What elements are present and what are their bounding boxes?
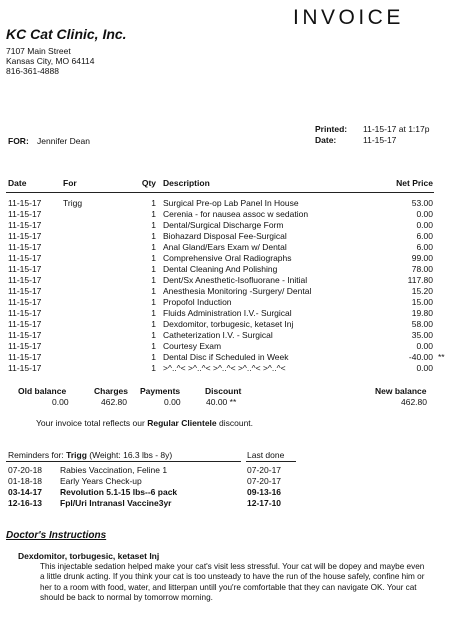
item-description: Surgical Pre-op Lab Panel In House — [163, 198, 299, 208]
date-label: Date: — [315, 135, 337, 145]
reminder-due: 03-14-17 — [8, 487, 43, 497]
reminder-name: Early Years Check-up — [60, 476, 142, 486]
item-date: 11-15-17 — [8, 286, 42, 296]
line-item-row — [0, 231, 454, 242]
reminder-last-done: 07-20-17 — [247, 476, 282, 486]
item-qty: 1 — [151, 330, 156, 340]
line-item-row — [0, 242, 454, 253]
discount-note — [36, 418, 253, 428]
printed-label: Printed: — [315, 124, 348, 134]
reminder-last-done: 12-17-10 — [247, 498, 282, 508]
item-qty: 1 — [151, 220, 156, 230]
line-item-row — [0, 198, 454, 209]
table-header — [0, 178, 454, 189]
item-price: 35.00 — [411, 330, 433, 340]
reminder-name: Rabies Vaccination, Feline 1 — [60, 465, 168, 475]
item-description: Dental Cleaning And Polishing — [163, 264, 278, 274]
reminder-due: 12-16-13 — [8, 498, 43, 508]
old-balance-value: 0.00 — [52, 397, 69, 407]
item-date: 11-15-17 — [8, 242, 42, 252]
item-price: -40.00 — [408, 352, 433, 362]
line-item-row — [0, 341, 454, 352]
discount-label: Discount — [205, 386, 242, 396]
item-qty: 1 — [151, 286, 156, 296]
reminder-row — [0, 487, 454, 498]
line-item-row — [0, 264, 454, 275]
item-date: 11-15-17 — [8, 275, 42, 285]
item-date: 11-15-17 — [8, 308, 42, 318]
item-qty: 1 — [151, 209, 156, 219]
document-title: INVOICE — [293, 6, 404, 29]
item-price: 19.80 — [411, 308, 433, 318]
item-description: Dental/Surgical Discharge Form — [163, 220, 284, 230]
item-date: 11-15-17 — [8, 198, 42, 208]
line-item-row — [0, 220, 454, 231]
reminders-label: Reminders for: — [8, 450, 67, 460]
item-price: 15.20 — [411, 286, 433, 296]
item-description: Catheterization I.V. - Surgical — [163, 330, 273, 340]
item-date: 11-15-17 — [8, 352, 42, 362]
col-date: Date — [8, 178, 27, 188]
item-date: 11-15-17 — [8, 264, 42, 274]
col-qty: Qty — [141, 178, 156, 188]
item-qty: 1 — [151, 231, 156, 241]
item-description: Dexdomitor, torbugesic, ketaset Inj — [163, 319, 294, 329]
instruction-text: This injectable sedation helped make your cat's visit less stressful. Your cat will be dopey and maybe even a little drunk acting. If you think your cat is too unsteady to have the run of the house safely, confine him or her to a room with food, water, and litterpan untill you're comfortable that they can navigate OK. Your cat should be back to normal by tomorrow morning. — [40, 562, 425, 603]
item-qty: 1 — [151, 275, 156, 285]
discount-value: 40.00 ** — [206, 397, 237, 407]
item-date: 11-15-17 — [8, 231, 42, 241]
item-qty: 1 — [151, 319, 156, 329]
reminder-last-done: 07-20-17 — [247, 465, 282, 475]
item-description: Courtesy Exam — [163, 341, 222, 351]
item-price: 78.00 — [411, 264, 433, 274]
item-price: 0.00 — [416, 220, 433, 230]
item-description: Anesthesia Monitoring -Surgery/ Dental — [163, 286, 312, 296]
item-qty: 1 — [151, 198, 156, 208]
printed-value: 11-15-17 at 1:17p — [363, 124, 430, 134]
for-label: FOR: — [8, 136, 29, 146]
last-done-label: Last done — [247, 450, 285, 460]
line-item-row — [0, 253, 454, 264]
item-qty: 1 — [151, 341, 156, 351]
item-description: Biohazard Disposal Fee-Surgical — [163, 231, 287, 241]
line-item-row — [0, 319, 454, 330]
item-qty: 1 — [151, 363, 156, 373]
reminder-row — [0, 498, 454, 509]
item-price: 53.00 — [411, 198, 433, 208]
item-price: 0.00 — [416, 363, 433, 373]
clinic-city: Kansas City, MO 64114 — [6, 56, 95, 66]
reminder-due: 07-20-18 — [8, 465, 43, 475]
line-item-row — [0, 275, 454, 286]
new-balance-value: 462.80 — [401, 397, 427, 407]
discount-note-prefix: Your invoice total reflects our — [36, 418, 148, 428]
charges-value: 462.80 — [101, 397, 127, 407]
discount-note-strong: Regular Clientele — [147, 418, 217, 428]
reminders-rule-right — [246, 461, 296, 462]
item-price: 0.00 — [416, 209, 433, 219]
item-date: 11-15-17 — [8, 209, 42, 219]
line-item-row — [0, 209, 454, 220]
item-price: 117.80 — [407, 275, 433, 285]
reminder-name: Fpl/Uri Intranasl Vaccine3yr — [60, 498, 172, 508]
item-description: Anal Gland/Ears Exam w/ Dental — [163, 242, 287, 252]
item-price: 15.00 — [411, 297, 433, 307]
payments-label: Payments — [140, 386, 181, 396]
item-price: 58.00 — [411, 319, 433, 329]
item-description: Dental Disc if Scheduled in Week — [163, 352, 289, 362]
line-item-row — [0, 330, 454, 341]
reminder-name: Revolution 5.1-15 lbs--6 pack — [60, 487, 178, 497]
header-rule — [6, 192, 434, 193]
reminder-row — [0, 465, 454, 476]
item-price: 0.00 — [416, 341, 433, 351]
line-item-row — [0, 352, 454, 363]
item-description: Cerenia - for nausea assoc w sedation — [163, 209, 309, 219]
item-description: Dent/Sx Anesthetic-Isofluorane - Initial — [163, 275, 308, 285]
discount-note-suffix: discount. — [216, 418, 254, 428]
reminders-rule-left — [6, 461, 241, 462]
reminders-pet-info: (Weight: 16.3 lbs - 8y) — [86, 450, 173, 460]
clinic-phone: 816-361-4888 — [6, 66, 59, 76]
item-qty: 1 — [151, 253, 156, 263]
item-description: Fluids Administration I.V.- Surgical — [163, 308, 292, 318]
reminders-pet: Trigg — [66, 450, 87, 460]
item-date: 11-15-17 — [8, 341, 42, 351]
item-qty: 1 — [151, 264, 156, 274]
reminder-last-done: 09-13-16 — [247, 487, 282, 497]
item-date: 11-15-17 — [8, 297, 42, 307]
item-price: 6.00 — [416, 231, 433, 241]
col-for: For — [63, 178, 77, 188]
item-pet: Trigg — [63, 198, 83, 208]
col-description: Description — [163, 178, 210, 188]
item-description: >^..^< >^..^< >^..^< >^..^< >^..^< — [163, 363, 286, 373]
item-price: 6.00 — [416, 242, 433, 252]
new-balance-label: New balance — [375, 386, 427, 396]
item-date: 11-15-17 — [8, 363, 42, 373]
item-qty: 1 — [151, 297, 156, 307]
item-price: 99.00 — [411, 253, 433, 263]
charges-label: Charges — [94, 386, 129, 396]
reminder-row — [0, 476, 454, 487]
line-item-row — [0, 286, 454, 297]
line-item-row — [0, 363, 454, 374]
clinic-street: 7107 Main Street — [6, 46, 71, 56]
item-date: 11-15-17 — [8, 253, 42, 263]
reminders-heading — [8, 450, 172, 460]
item-date: 11-15-17 — [8, 220, 42, 230]
clinic-name: KC Cat Clinic, Inc. — [6, 26, 127, 42]
reminder-due: 01-18-18 — [8, 476, 43, 486]
old-balance-label: Old balance — [18, 386, 67, 396]
item-flag: ** — [438, 352, 445, 362]
item-qty: 1 — [151, 308, 156, 318]
item-date: 11-15-17 — [8, 319, 42, 329]
line-item-row — [0, 308, 454, 319]
payments-value: 0.00 — [164, 397, 181, 407]
instructions-heading: Doctor's Instructions — [6, 530, 107, 541]
item-date: 11-15-17 — [8, 330, 42, 340]
item-qty: 1 — [151, 352, 156, 362]
client-name: Jennifer Dean — [37, 136, 90, 146]
line-item-row — [0, 297, 454, 308]
instruction-title: Dexdomitor, torbugesic, ketaset Inj — [18, 551, 160, 561]
date-value: 11-15-17 — [363, 135, 397, 145]
col-net-price: Net Price — [396, 178, 433, 188]
item-description: Comprehensive Oral Radiographs — [163, 253, 292, 263]
item-description: Propofol Induction — [163, 297, 232, 307]
item-qty: 1 — [151, 242, 156, 252]
